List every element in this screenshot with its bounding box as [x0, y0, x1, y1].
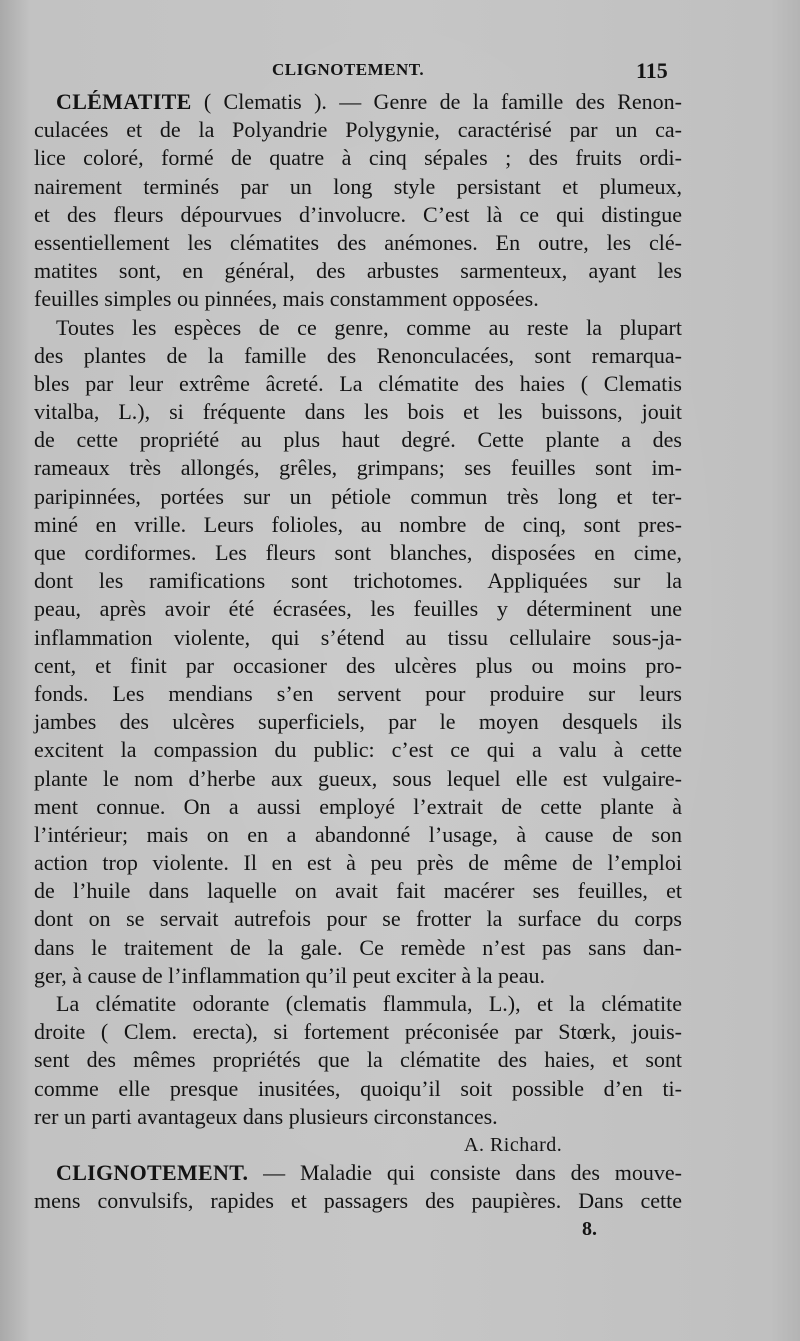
clignotement-line: CLIGNOTEMENT. — Maladie qui consiste dans des mouve-: [56, 1160, 682, 1186]
clematite-line: plante le nom d’herbe aux gueux, sous lequel elle est vulgaire-: [34, 765, 682, 791]
clematite-line: essentiellement les clématites des anémones. En outre, les clé-: [34, 229, 682, 255]
clematite-line: Toutes les espèces de ce genre, comme au reste la plupart: [56, 314, 682, 340]
page-number: 115: [636, 58, 668, 83]
clematite-line: rer un parti avantageux dans plusieurs circonstances.: [34, 1103, 498, 1129]
entry-headword: CLÉMATITE: [56, 89, 192, 114]
clematite-line: vitalba, L.), si fréquente dans les bois et les buissons, jouit: [34, 399, 682, 425]
clematite-line: jambes des ulcères superficiels, par le moyen desquels ils: [34, 709, 682, 735]
signature-mark: 8.: [582, 1218, 597, 1240]
clematite-entry: [34, 88, 682, 1131]
clignotement-line: mens convulsifs, rapides et passagers des paupières. Dans cette: [34, 1188, 682, 1214]
clematite-line: action trop violente. Il en est à peu près de même de l’emploi: [34, 850, 682, 876]
clematite-line: paripinnées, portées sur un pétiole commun très long et ter-: [34, 483, 682, 509]
clematite-line: culacées et de la Polyandrie Polygynie, caractérisé par un ca-: [34, 117, 682, 143]
clematite-line: dans le traitement de la gale. Ce remède n’est pas sans dan-: [34, 934, 682, 960]
clematite-line: cent, et finit par occasioner des ulcères plus ou moins pro-: [34, 652, 682, 678]
clematite-line: miné en vrille. Leurs folioles, au nombre de cinq, sont pres-: [34, 511, 682, 537]
entry-headword: CLIGNOTEMENT.: [56, 1160, 249, 1186]
clematite-line: lice coloré, formé de quatre à cinq sépales ; des fruits ordi-: [34, 145, 682, 171]
clematite-line: matites sont, en général, des arbustes sarmenteux, ayant les: [34, 258, 682, 284]
clematite-line: rameaux très allongés, grêles, grimpans; ses feuilles sont im-: [34, 455, 682, 481]
clematite-line: peau, après avoir été écrasées, les feuilles y déterminent une: [34, 596, 682, 622]
clematite-line: que cordiformes. Les fleurs sont blanches, disposées en cime,: [34, 540, 682, 565]
running-title: CLIGNOTEMENT.: [272, 60, 425, 79]
clematite-line: ment connue. On a aussi employé l’extrait de cette plante à: [34, 793, 682, 819]
clignotement-entry: [34, 1159, 682, 1215]
clematite-line: des plantes de la famille des Renonculacées, sont remarqua-: [34, 342, 682, 368]
author-signature: A. Richard.: [464, 1133, 563, 1156]
clematite-line: de cette propriété au plus haut degré. Cette plante a des: [34, 427, 682, 453]
clematite-line: excitent la compassion du public: c’est ce qui a valu à cette: [34, 737, 682, 763]
clematite-line: droite ( Clem. erecta), si fortement préconisée par Stœrk, jouis-: [34, 1019, 682, 1045]
clematite-line: et des fleurs dépourvues d’involucre. C’est là ce qui distingue: [34, 201, 682, 227]
article-text: [34, 88, 682, 1216]
clematite-line: l’intérieur; mais on en a abandonné l’usage, à cause de son: [34, 821, 682, 847]
clematite-line: dont on se servait autrefois pour se frotter la surface du corps: [34, 906, 682, 932]
clematite-line: CLÉMATITE ( Clematis ). — Genre de la famille des Renon-: [56, 89, 682, 114]
clematite-line: La clématite odorante (clematis flammula, L.), et la clématite: [56, 991, 682, 1016]
clematite-line: sent des mêmes propriétés que la clématite des haies, et sont: [34, 1047, 682, 1073]
clematite-line: ger, à cause de l’inflammation qu’il peut exciter à la peau.: [34, 962, 546, 988]
clematite-line: inflammation violente, qui s’étend au tissu cellulaire sous-ja-: [34, 624, 682, 650]
clematite-line: bles par leur extrême âcreté. La clématite des haies ( Clematis: [34, 370, 682, 396]
clematite-line: comme elle presque inusitées, quoiqu’il soit possible d’en ti-: [34, 1075, 682, 1101]
clematite-line: dont les ramifications sont trichotomes. Appliquées sur la: [34, 568, 682, 594]
clematite-line: nairement terminés par un long style persistant et plumeux,: [34, 173, 682, 199]
clematite-line: fonds. Les mendians s’en servent pour produire sur leurs: [34, 680, 682, 706]
running-head: [0, 60, 800, 86]
clematite-line: de l’huile dans laquelle on avait fait macérer ses feuilles, et: [34, 878, 682, 904]
author-signature-line: [34, 1131, 682, 1159]
clematite-line: feuilles simples ou pinnées, mais constamment opposées.: [34, 286, 539, 312]
